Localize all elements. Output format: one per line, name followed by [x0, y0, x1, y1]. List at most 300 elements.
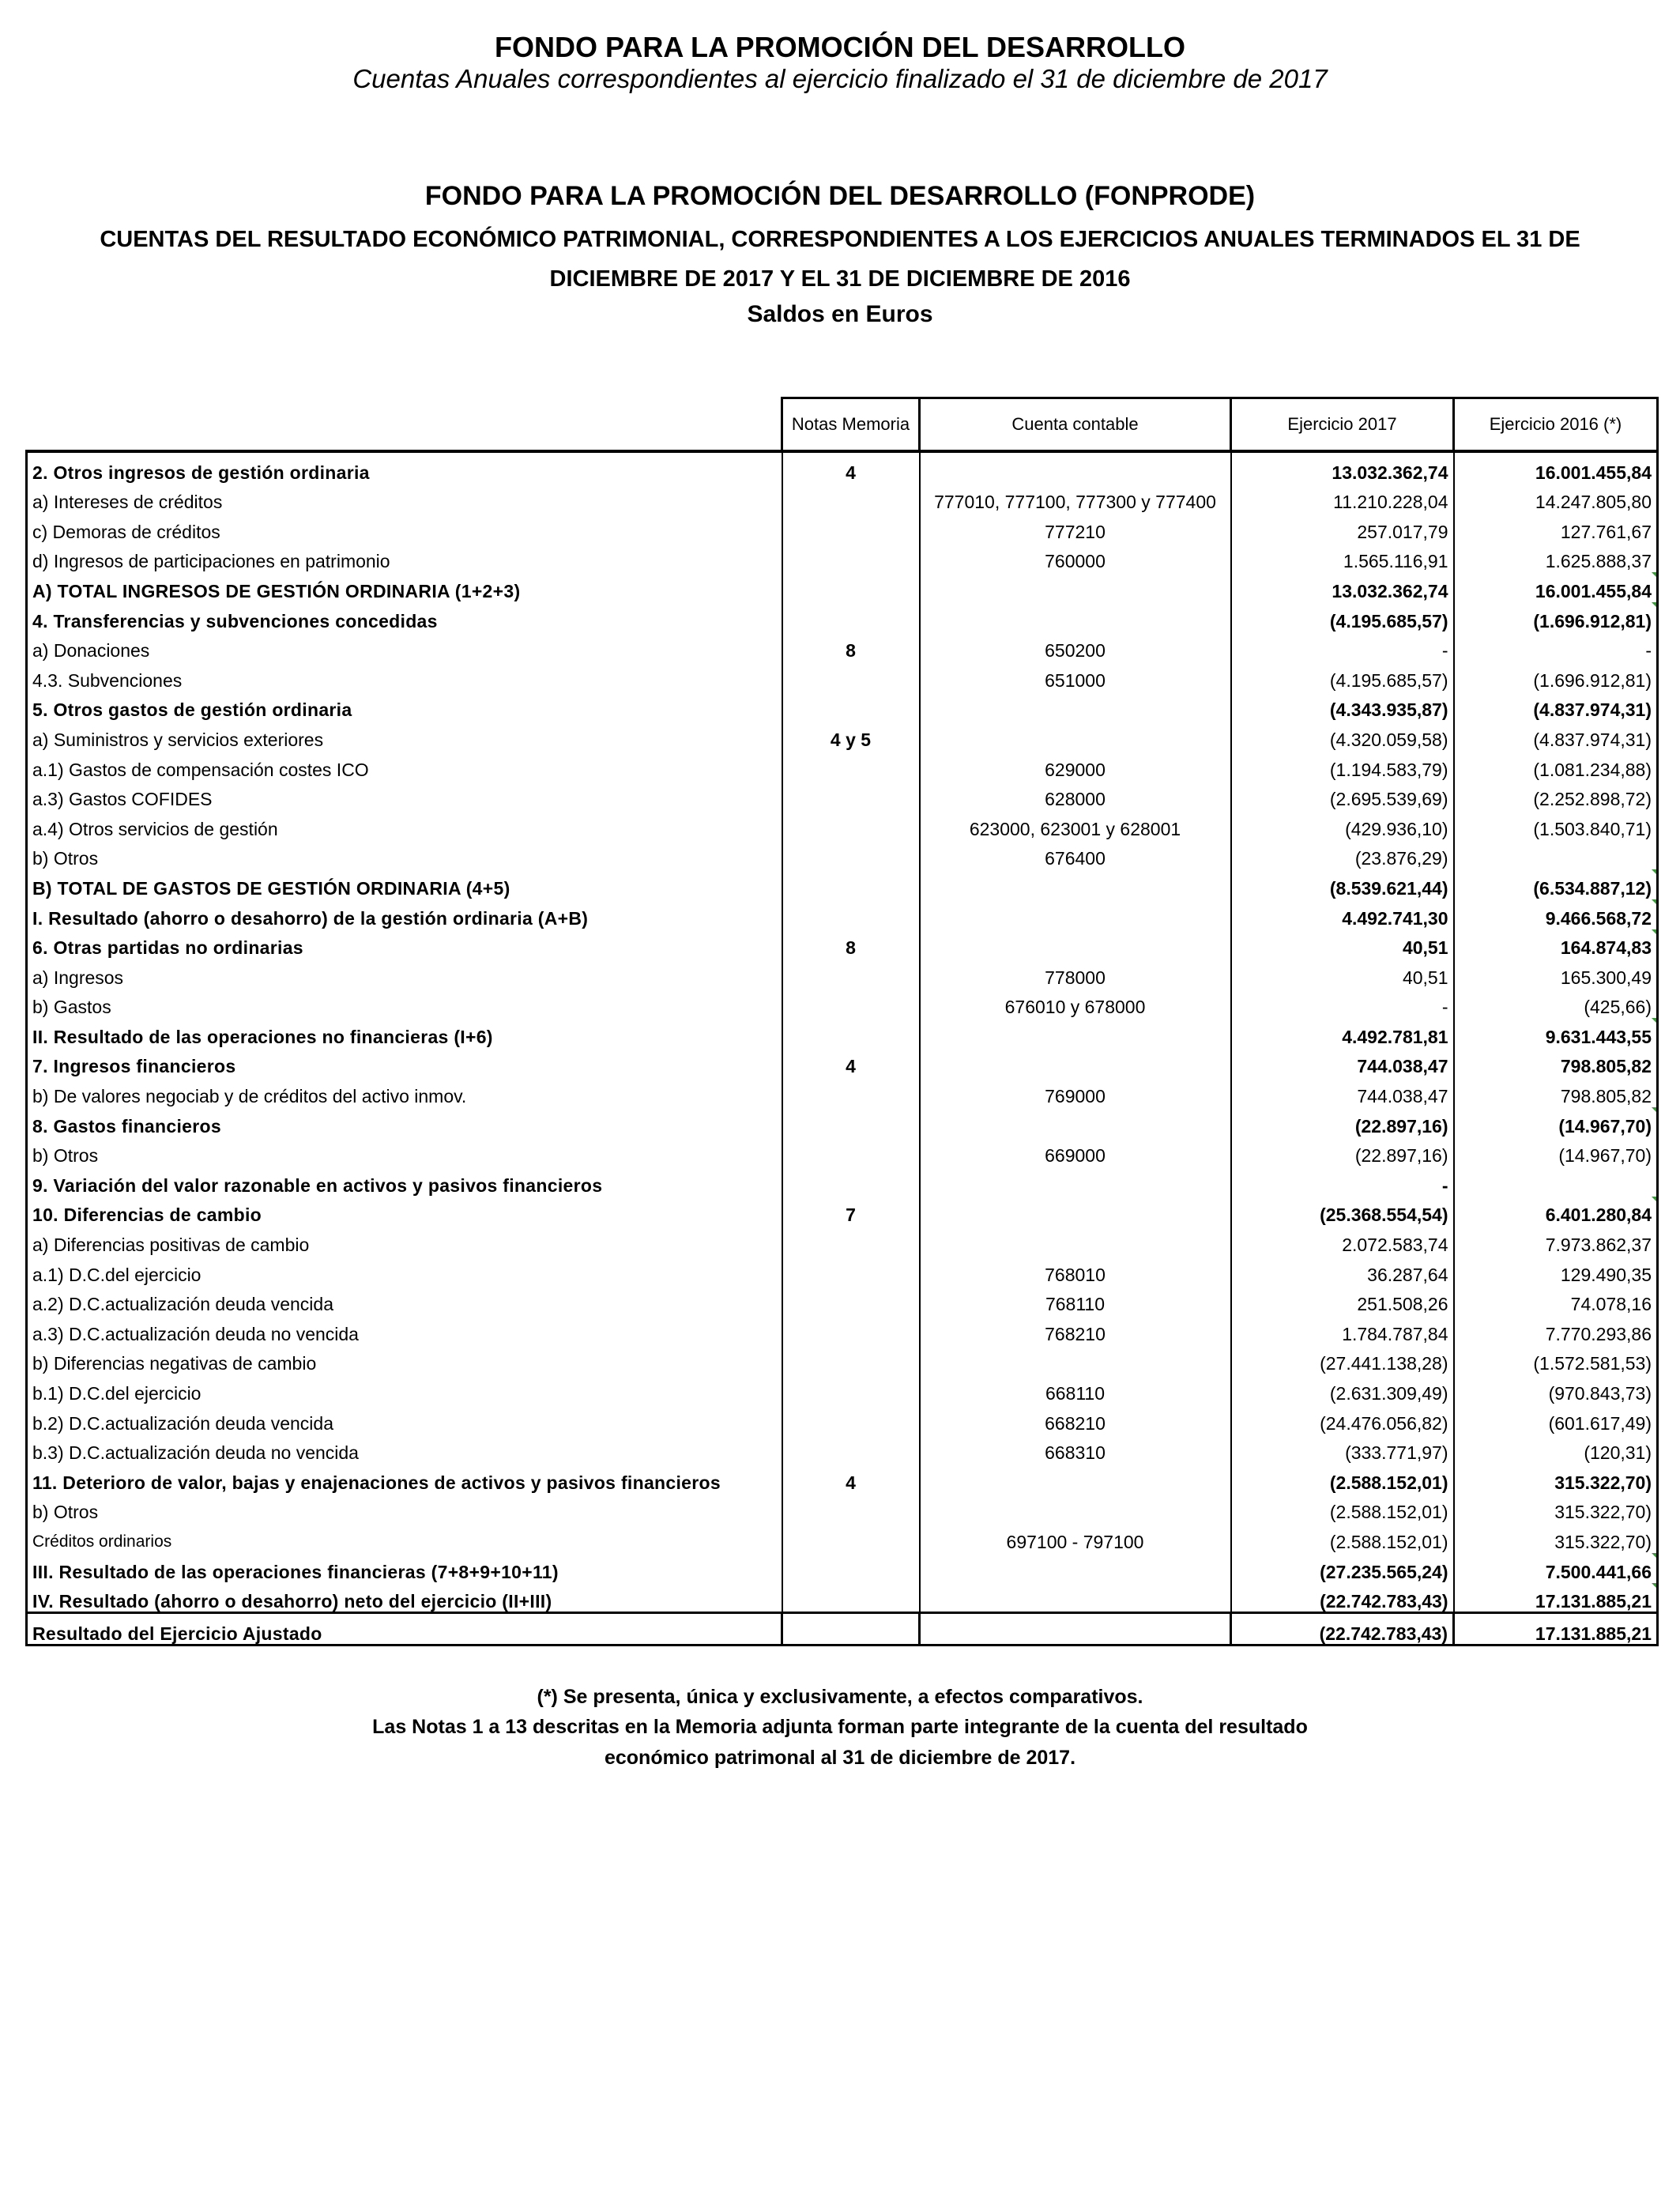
- row-value-2017-text: (333.771,97): [1345, 1442, 1448, 1464]
- table-row: [27, 1582, 1658, 1613]
- row-cuenta-text: 768010: [1045, 1264, 1106, 1285]
- row-value-2016: [1454, 1552, 1658, 1582]
- row-cuenta: [920, 691, 1231, 721]
- cell-comment-marker-icon: [1652, 929, 1658, 936]
- row-cuenta-text: 628000: [1045, 789, 1106, 810]
- row-value-2017-text: -: [1441, 640, 1448, 662]
- row-description-text: A) TOTAL INGRESOS DE GESTIÓN ORDINARIA (1+2+3): [32, 580, 521, 601]
- row-description-text: b) De valores negociab y de créditos del activo inmov.: [32, 1086, 467, 1107]
- row-value-2017-text: (4.343.935,87): [1329, 699, 1448, 721]
- row-value-2016-text: 315.322,70): [1554, 1472, 1652, 1493]
- row-value-2016-text: (1.696.912,81): [1533, 610, 1652, 631]
- row-value-2016-text: (1.503.840,71): [1533, 818, 1652, 839]
- cell-comment-marker-icon: [1652, 602, 1658, 609]
- row-value-2016-text: (1.572.581,53): [1533, 1353, 1652, 1374]
- row-description-text: a) Intereses de créditos: [32, 492, 223, 513]
- row-cuenta: [920, 1196, 1231, 1226]
- row-nota: [782, 869, 920, 899]
- row-value-2016-text: 164.874,83: [1560, 937, 1652, 959]
- row-cuenta: [920, 631, 1231, 662]
- row-value-2016-text: 127.761,67: [1560, 521, 1652, 542]
- row-value-2016-text: (1.696.912,81): [1533, 669, 1652, 691]
- row-description-text: 11. Deterioro de valor, bajas y enajenaciones de activos y pasivos financieros: [32, 1472, 721, 1493]
- row-value-2017: [1231, 631, 1454, 662]
- row-value-2016: [1454, 1493, 1658, 1523]
- row-value-2017: [1231, 1166, 1454, 1196]
- row-description-text: 4.3. Subvenciones: [32, 669, 183, 691]
- row-nota: [782, 691, 920, 721]
- row-description-text: c) Demoras de créditos: [32, 521, 220, 542]
- row-description: [27, 1552, 782, 1582]
- row-description-text: b) Otros: [32, 1145, 99, 1167]
- row-value-2017-text: (4.195.685,57): [1329, 669, 1448, 691]
- table-row: [27, 958, 1658, 988]
- row-nota: [782, 1404, 920, 1434]
- row-description-text: a.1) D.C.del ejercicio: [32, 1264, 202, 1285]
- row-value-2017-text: (429.936,10): [1345, 818, 1448, 839]
- row-nota: [782, 929, 920, 959]
- cell-comment-marker-icon: [1652, 1107, 1658, 1114]
- table-row: [27, 1285, 1658, 1315]
- row-value-2016: [1454, 571, 1658, 601]
- row-value-2016: [1454, 809, 1658, 839]
- table-row: [27, 483, 1658, 513]
- row-description-text: 8. Gastos financieros: [32, 1115, 221, 1137]
- row-value-2016: [1454, 1166, 1658, 1196]
- row-value-2017: [1231, 1374, 1454, 1404]
- row-value-2016-text: (14.967,70): [1558, 1115, 1652, 1137]
- row-cuenta: [920, 1552, 1231, 1582]
- units-label: Saldos en Euros: [747, 301, 933, 327]
- table-row: [27, 631, 1658, 662]
- row-value-2016-text: 1.625.888,37: [1545, 551, 1652, 572]
- row-value-2016-text: 6.401.280,84: [1545, 1204, 1652, 1226]
- row-value-2017-text: (2.631.309,49): [1329, 1383, 1448, 1404]
- cell-comment-marker-icon: [1652, 1197, 1658, 1203]
- row-description-text: a) Diferencias positivas de cambio: [32, 1235, 310, 1256]
- row-description-text: 4. Transferencias y subvenciones concedidas: [32, 610, 438, 631]
- row-value-2017-text: (22.742.783,43): [1320, 1591, 1448, 1612]
- row-cuenta-text: 651000: [1045, 669, 1106, 691]
- row-value-2016: [1454, 1344, 1658, 1374]
- row-description: [27, 1137, 782, 1167]
- row-cuenta: [920, 1047, 1231, 1077]
- row-value-2016: [1454, 929, 1658, 959]
- row-cuenta: [920, 1493, 1231, 1523]
- row-value-2016-text: (6.534.887,12): [1533, 877, 1652, 899]
- row-value-2017-text: 2.072.583,74: [1342, 1235, 1448, 1256]
- row-description: [27, 1522, 782, 1552]
- row-value-2016-text: (970.843,73): [1548, 1383, 1652, 1404]
- row-description-text: b.2) D.C.actualización deuda vencida: [32, 1412, 334, 1434]
- row-cuenta: [920, 1166, 1231, 1196]
- row-value-2017-text: (27.441.138,28): [1320, 1353, 1448, 1374]
- row-value-2016-text: (2.252.898,72): [1533, 789, 1652, 810]
- table-row: [27, 1344, 1658, 1374]
- row-value-2016-text: 17.131.885,21: [1535, 1591, 1652, 1612]
- row-value-2017-text: 40,51: [1402, 937, 1448, 959]
- row-value-2016-text: 315.322,70): [1554, 1502, 1652, 1523]
- row-nota: [782, 1434, 920, 1464]
- table-row: [27, 1196, 1658, 1226]
- row-description-text: II. Resultado de las operaciones no financieras (I+6): [32, 1026, 493, 1047]
- table-body: [27, 451, 1658, 1645]
- row-cuenta: [920, 780, 1231, 810]
- row-value-2016: [1454, 1225, 1658, 1255]
- row-cuenta: [920, 483, 1231, 513]
- row-value-2016: [1454, 1076, 1658, 1106]
- row-description-text: a.3) Gastos COFIDES: [32, 789, 213, 810]
- row-cuenta: [920, 1344, 1231, 1374]
- row-description: [27, 1314, 782, 1344]
- row-value-2016: [1454, 451, 1658, 483]
- row-description-text: 5. Otros gastos de gestión ordinaria: [32, 699, 352, 721]
- row-description: [27, 571, 782, 601]
- row-value-2016: [1454, 750, 1658, 780]
- cell-comment-marker-icon: [1652, 869, 1658, 876]
- row-value-2016-text: 165.300,49: [1560, 967, 1652, 988]
- document-header-title: FONDO PARA LA PROMOCIÓN DEL DESARROLLO: [494, 31, 1185, 63]
- row-value-2017: [1231, 1493, 1454, 1523]
- row-cuenta-text: 768210: [1045, 1323, 1106, 1344]
- row-description-text: B) TOTAL DE GASTOS DE GESTIÓN ORDINARIA (4+5): [32, 877, 510, 899]
- final-result-row: [27, 1613, 1658, 1646]
- row-value-2017: [1231, 571, 1454, 601]
- row-description: [27, 720, 782, 750]
- row-nota: [782, 1137, 920, 1167]
- row-value-2016: [1454, 601, 1658, 631]
- income-statement-table: [25, 397, 1659, 1646]
- row-value-2017: [1231, 1076, 1454, 1106]
- row-value-2017: [1231, 1047, 1454, 1077]
- row-cuenta: [920, 929, 1231, 959]
- table-row: [27, 1493, 1658, 1523]
- row-description: [27, 1404, 782, 1434]
- row-description: [27, 1047, 782, 1077]
- row-description: [27, 1285, 782, 1315]
- row-value-2017-text: 13.032.362,74: [1332, 462, 1448, 483]
- row-cuenta: [920, 958, 1231, 988]
- row-nota: [782, 1344, 920, 1374]
- row-value-2017: [1231, 1255, 1454, 1285]
- row-description: [27, 512, 782, 542]
- row-description: [27, 1196, 782, 1226]
- row-value-2016-text: -: [1645, 640, 1652, 662]
- row-cuenta: [920, 1522, 1231, 1552]
- row-value-2016-text: 16.001.455,84: [1535, 462, 1652, 483]
- row-value-2017-text: (27.235.565,24): [1320, 1561, 1448, 1582]
- row-value-2017: [1231, 542, 1454, 572]
- row-cuenta: [920, 1314, 1231, 1344]
- row-cuenta: [920, 1225, 1231, 1255]
- row-cuenta-text: 629000: [1045, 759, 1106, 780]
- row-description-text: IV. Resultado (ahorro o desahorro) neto del ejercicio (II+III): [32, 1591, 552, 1612]
- row-value-2017: [1231, 958, 1454, 988]
- row-cuenta: [920, 661, 1231, 691]
- row-value-2016-text: 129.490,35: [1560, 1264, 1652, 1285]
- table-row: [27, 542, 1658, 572]
- row-description-text: a.3) D.C.actualización deuda no vencida: [32, 1323, 359, 1344]
- row-cuenta: [920, 869, 1231, 899]
- table-row: [27, 691, 1658, 721]
- row-value-2017-text: (24.476.056,82): [1320, 1412, 1448, 1434]
- row-value-2017: [1231, 512, 1454, 542]
- row-value-2017: [1231, 483, 1454, 513]
- table-row: [27, 1225, 1658, 1255]
- table-row: [27, 1047, 1658, 1077]
- row-description-text: a.1) Gastos de compensación costes ICO: [32, 759, 369, 780]
- row-description-text: d) Ingresos de participaciones en patrimonio: [32, 551, 390, 572]
- row-value-2017-text: (2.588.152,01): [1329, 1472, 1448, 1493]
- row-cuenta-text: 668210: [1045, 1412, 1106, 1434]
- row-cuenta: [920, 1076, 1231, 1106]
- cell-comment-marker-icon: [1652, 1553, 1658, 1559]
- row-cuenta: [920, 809, 1231, 839]
- row-nota: [782, 1463, 920, 1493]
- row-value-2017-text: 11.210.228,04: [1333, 492, 1448, 513]
- row-cuenta: [920, 988, 1231, 1018]
- row-nota: [782, 720, 920, 750]
- row-description: [27, 929, 782, 959]
- cell-comment-marker-icon: [1652, 899, 1658, 906]
- table-row: [27, 1434, 1658, 1464]
- row-value-2016-text: 74.078,16: [1570, 1294, 1652, 1315]
- row-cuenta: [920, 571, 1231, 601]
- row-value-2017-text: 13.032.362,74: [1332, 580, 1448, 601]
- row-description: [27, 1255, 782, 1285]
- table-row: [27, 750, 1658, 780]
- row-value-2017: [1231, 1196, 1454, 1226]
- row-nota: [782, 839, 920, 869]
- row-value-2016: [1454, 512, 1658, 542]
- row-value-2016-text: (1.081.234,88): [1533, 759, 1652, 780]
- row-description: [27, 542, 782, 572]
- row-nota: [782, 571, 920, 601]
- row-description: [27, 839, 782, 869]
- row-description: [27, 1463, 782, 1493]
- row-cuenta-text: 623000, 623001 y 628001: [969, 818, 1181, 839]
- row-nota: [782, 899, 920, 929]
- row-value-2016: [1454, 1582, 1658, 1613]
- row-nota: [782, 1225, 920, 1255]
- row-nota: [782, 451, 920, 483]
- row-description-text: III. Resultado de las operaciones financieras (7+8+9+10+11): [32, 1561, 559, 1582]
- row-value-2017: [1231, 1404, 1454, 1434]
- table-row: [27, 1166, 1658, 1196]
- row-value-2016: [1454, 958, 1658, 988]
- row-nota: [782, 1522, 920, 1552]
- row-cuenta-text: 668110: [1045, 1383, 1106, 1404]
- table-row: [27, 1255, 1658, 1285]
- row-value-2016-text: 16.001.455,84: [1535, 580, 1652, 601]
- row-cuenta: [920, 1017, 1231, 1047]
- row-nota: [782, 1255, 920, 1285]
- row-value-2016: [1454, 631, 1658, 662]
- row-value-2016: [1454, 1463, 1658, 1493]
- row-description-text: 9. Variación del valor razonable en activos y pasivos financieros: [32, 1174, 603, 1196]
- table-row: [27, 1374, 1658, 1404]
- row-value-2016: [1454, 1374, 1658, 1404]
- row-description-text: Créditos ordinarios: [32, 1532, 172, 1551]
- row-value-2017-text: 4.492.741,30: [1342, 907, 1448, 929]
- row-description-text: a) Ingresos: [32, 967, 124, 988]
- row-value-2017: [1231, 1106, 1454, 1137]
- row-value-2016: [1454, 869, 1658, 899]
- row-value-2017-text: 40,51: [1402, 967, 1448, 988]
- row-value-2017: [1231, 839, 1454, 869]
- row-description: [27, 1344, 782, 1374]
- row-value-2016: [1454, 1314, 1658, 1344]
- row-value-2016: [1454, 899, 1658, 929]
- row-value-2017: [1231, 1434, 1454, 1464]
- row-value-2016-text: (425,66): [1584, 997, 1652, 1018]
- row-value-2017: [1231, 661, 1454, 691]
- table-row: [27, 869, 1658, 899]
- row-nota-text: 7: [846, 1204, 856, 1226]
- row-value-2017: [1231, 750, 1454, 780]
- row-value-2017-text: (4.320.059,58): [1329, 729, 1448, 750]
- table-header: [27, 398, 1658, 452]
- row-description: [27, 1106, 782, 1137]
- row-nota: [782, 780, 920, 810]
- table-row: [27, 988, 1658, 1018]
- row-value-2016-text: 14.247.805,80: [1535, 492, 1652, 513]
- row-value-2017-text: 251.508,26: [1357, 1294, 1448, 1315]
- row-cuenta-text: 777210: [1045, 521, 1106, 542]
- row-description-text: a.2) D.C.actualización deuda vencida: [32, 1294, 334, 1315]
- table-row: [27, 1463, 1658, 1493]
- row-value-2017-text: 36.287,64: [1367, 1264, 1448, 1285]
- row-description-text: I. Resultado (ahorro o desahorro) de la gestión ordinaria (A+B): [32, 907, 589, 929]
- row-description: [27, 661, 782, 691]
- row-description: [27, 780, 782, 810]
- row-value-2017: [1231, 1314, 1454, 1344]
- fund-title: FONDO PARA LA PROMOCIÓN DEL DESARROLLO (FONPRODE): [424, 181, 1256, 211]
- table-row: [27, 899, 1658, 929]
- row-value-2017-text: (1.194.583,79): [1329, 759, 1448, 780]
- table-row: [27, 780, 1658, 810]
- table-row: [27, 1552, 1658, 1582]
- row-cuenta-text: 668310: [1045, 1442, 1106, 1464]
- row-value-2016-text: 9.631.443,55: [1545, 1026, 1652, 1047]
- row-value-2016: [1454, 1285, 1658, 1315]
- row-value-2017-text: 1.784.787,84: [1342, 1323, 1448, 1344]
- row-value-2017-text: (2.588.152,01): [1329, 1502, 1448, 1523]
- row-cuenta-text: 769000: [1045, 1086, 1106, 1107]
- row-description: [27, 1225, 782, 1255]
- row-value-2016: [1454, 1106, 1658, 1137]
- row-description-text: a) Donaciones: [32, 640, 150, 662]
- row-value-2016: [1454, 720, 1658, 750]
- row-value-2016-text: 7.973.862,37: [1545, 1235, 1652, 1256]
- row-value-2016: [1454, 1196, 1658, 1226]
- row-cuenta: [920, 1374, 1231, 1404]
- row-value-2017: [1231, 809, 1454, 839]
- column-header-2016: Ejercicio 2016 (*): [1454, 398, 1658, 452]
- table-row: [27, 661, 1658, 691]
- row-value-2016: [1454, 780, 1658, 810]
- column-header-2017: Ejercicio 2017: [1231, 398, 1454, 452]
- table-row: [27, 1522, 1658, 1552]
- row-nota: [782, 1314, 920, 1344]
- table-row: [27, 451, 1658, 483]
- header-blank-cell: [27, 398, 782, 452]
- row-cuenta: [920, 839, 1231, 869]
- row-value-2017: [1231, 691, 1454, 721]
- row-value-2017: [1231, 1522, 1454, 1552]
- row-nota: [782, 661, 920, 691]
- row-value-2017-text: (2.695.539,69): [1329, 789, 1448, 810]
- row-cuenta-text: 760000: [1045, 551, 1106, 572]
- row-cuenta-text: 676400: [1045, 848, 1106, 869]
- table-row: [27, 1314, 1658, 1344]
- cell-comment-marker-icon: [1652, 1583, 1658, 1589]
- row-description-text: 10. Diferencias de cambio: [32, 1204, 262, 1226]
- row-nota: [782, 1552, 920, 1582]
- row-value-2016: [1454, 1434, 1658, 1464]
- row-value-2016-text: 7.500.441,66: [1545, 1561, 1652, 1582]
- row-value-2017-text: 1.565.116,91: [1343, 551, 1448, 572]
- row-value-2016: [1454, 1137, 1658, 1167]
- column-header-cuenta: Cuenta contable: [920, 398, 1231, 452]
- row-value-2016-text: 9.466.568,72: [1545, 907, 1652, 929]
- row-value-2016: [1454, 839, 1658, 869]
- row-description: [27, 691, 782, 721]
- row-cuenta-text: 697100 - 797100: [1006, 1531, 1144, 1552]
- row-nota: [782, 1076, 920, 1106]
- column-header-notas: Notas Memoria: [782, 398, 920, 452]
- row-nota: [782, 958, 920, 988]
- table-row: [27, 929, 1658, 959]
- document-header-subtitle: Cuentas Anuales correspondientes al ejercicio finalizado el 31 de diciembre de 2017: [352, 64, 1328, 93]
- row-value-2016: [1454, 691, 1658, 721]
- row-description-text: b) Diferencias negativas de cambio: [32, 1353, 317, 1374]
- row-nota-text: 4: [846, 462, 856, 483]
- row-description-text: a) Suministros y servicios exteriores: [32, 729, 324, 750]
- row-cuenta: [920, 750, 1231, 780]
- row-nota: [782, 1493, 920, 1523]
- row-description: [27, 809, 782, 839]
- row-nota: [782, 1017, 920, 1047]
- row-value-2016: [1454, 1404, 1658, 1434]
- row-cuenta: [920, 601, 1231, 631]
- row-description: [27, 631, 782, 662]
- row-cuenta: [920, 1434, 1231, 1464]
- row-value-2017: [1231, 1463, 1454, 1493]
- table-row: [27, 1017, 1658, 1047]
- row-value-2017: [1231, 1344, 1454, 1374]
- row-value-2016: [1454, 1047, 1658, 1077]
- row-nota: [782, 1582, 920, 1613]
- row-value-2016-text: 798.805,82: [1560, 1086, 1652, 1107]
- row-cuenta: [920, 451, 1231, 483]
- row-value-2017: [1231, 929, 1454, 959]
- row-description: [27, 1374, 782, 1404]
- row-description-text: b) Otros: [32, 848, 99, 869]
- row-description: [27, 1493, 782, 1523]
- row-value-2016-text: (4.837.974,31): [1533, 699, 1652, 721]
- row-description-text: 7. Ingresos financieros: [32, 1056, 236, 1077]
- row-nota: [782, 542, 920, 572]
- row-value-2017: [1231, 899, 1454, 929]
- row-value-2016-text: (14.967,70): [1558, 1145, 1652, 1167]
- row-nota: [782, 809, 920, 839]
- row-description: [27, 1434, 782, 1464]
- row-description: [27, 1166, 782, 1196]
- row-nota-text: 8: [846, 937, 856, 959]
- row-nota: [782, 1374, 920, 1404]
- row-value-2016-text: 798.805,82: [1560, 1056, 1652, 1077]
